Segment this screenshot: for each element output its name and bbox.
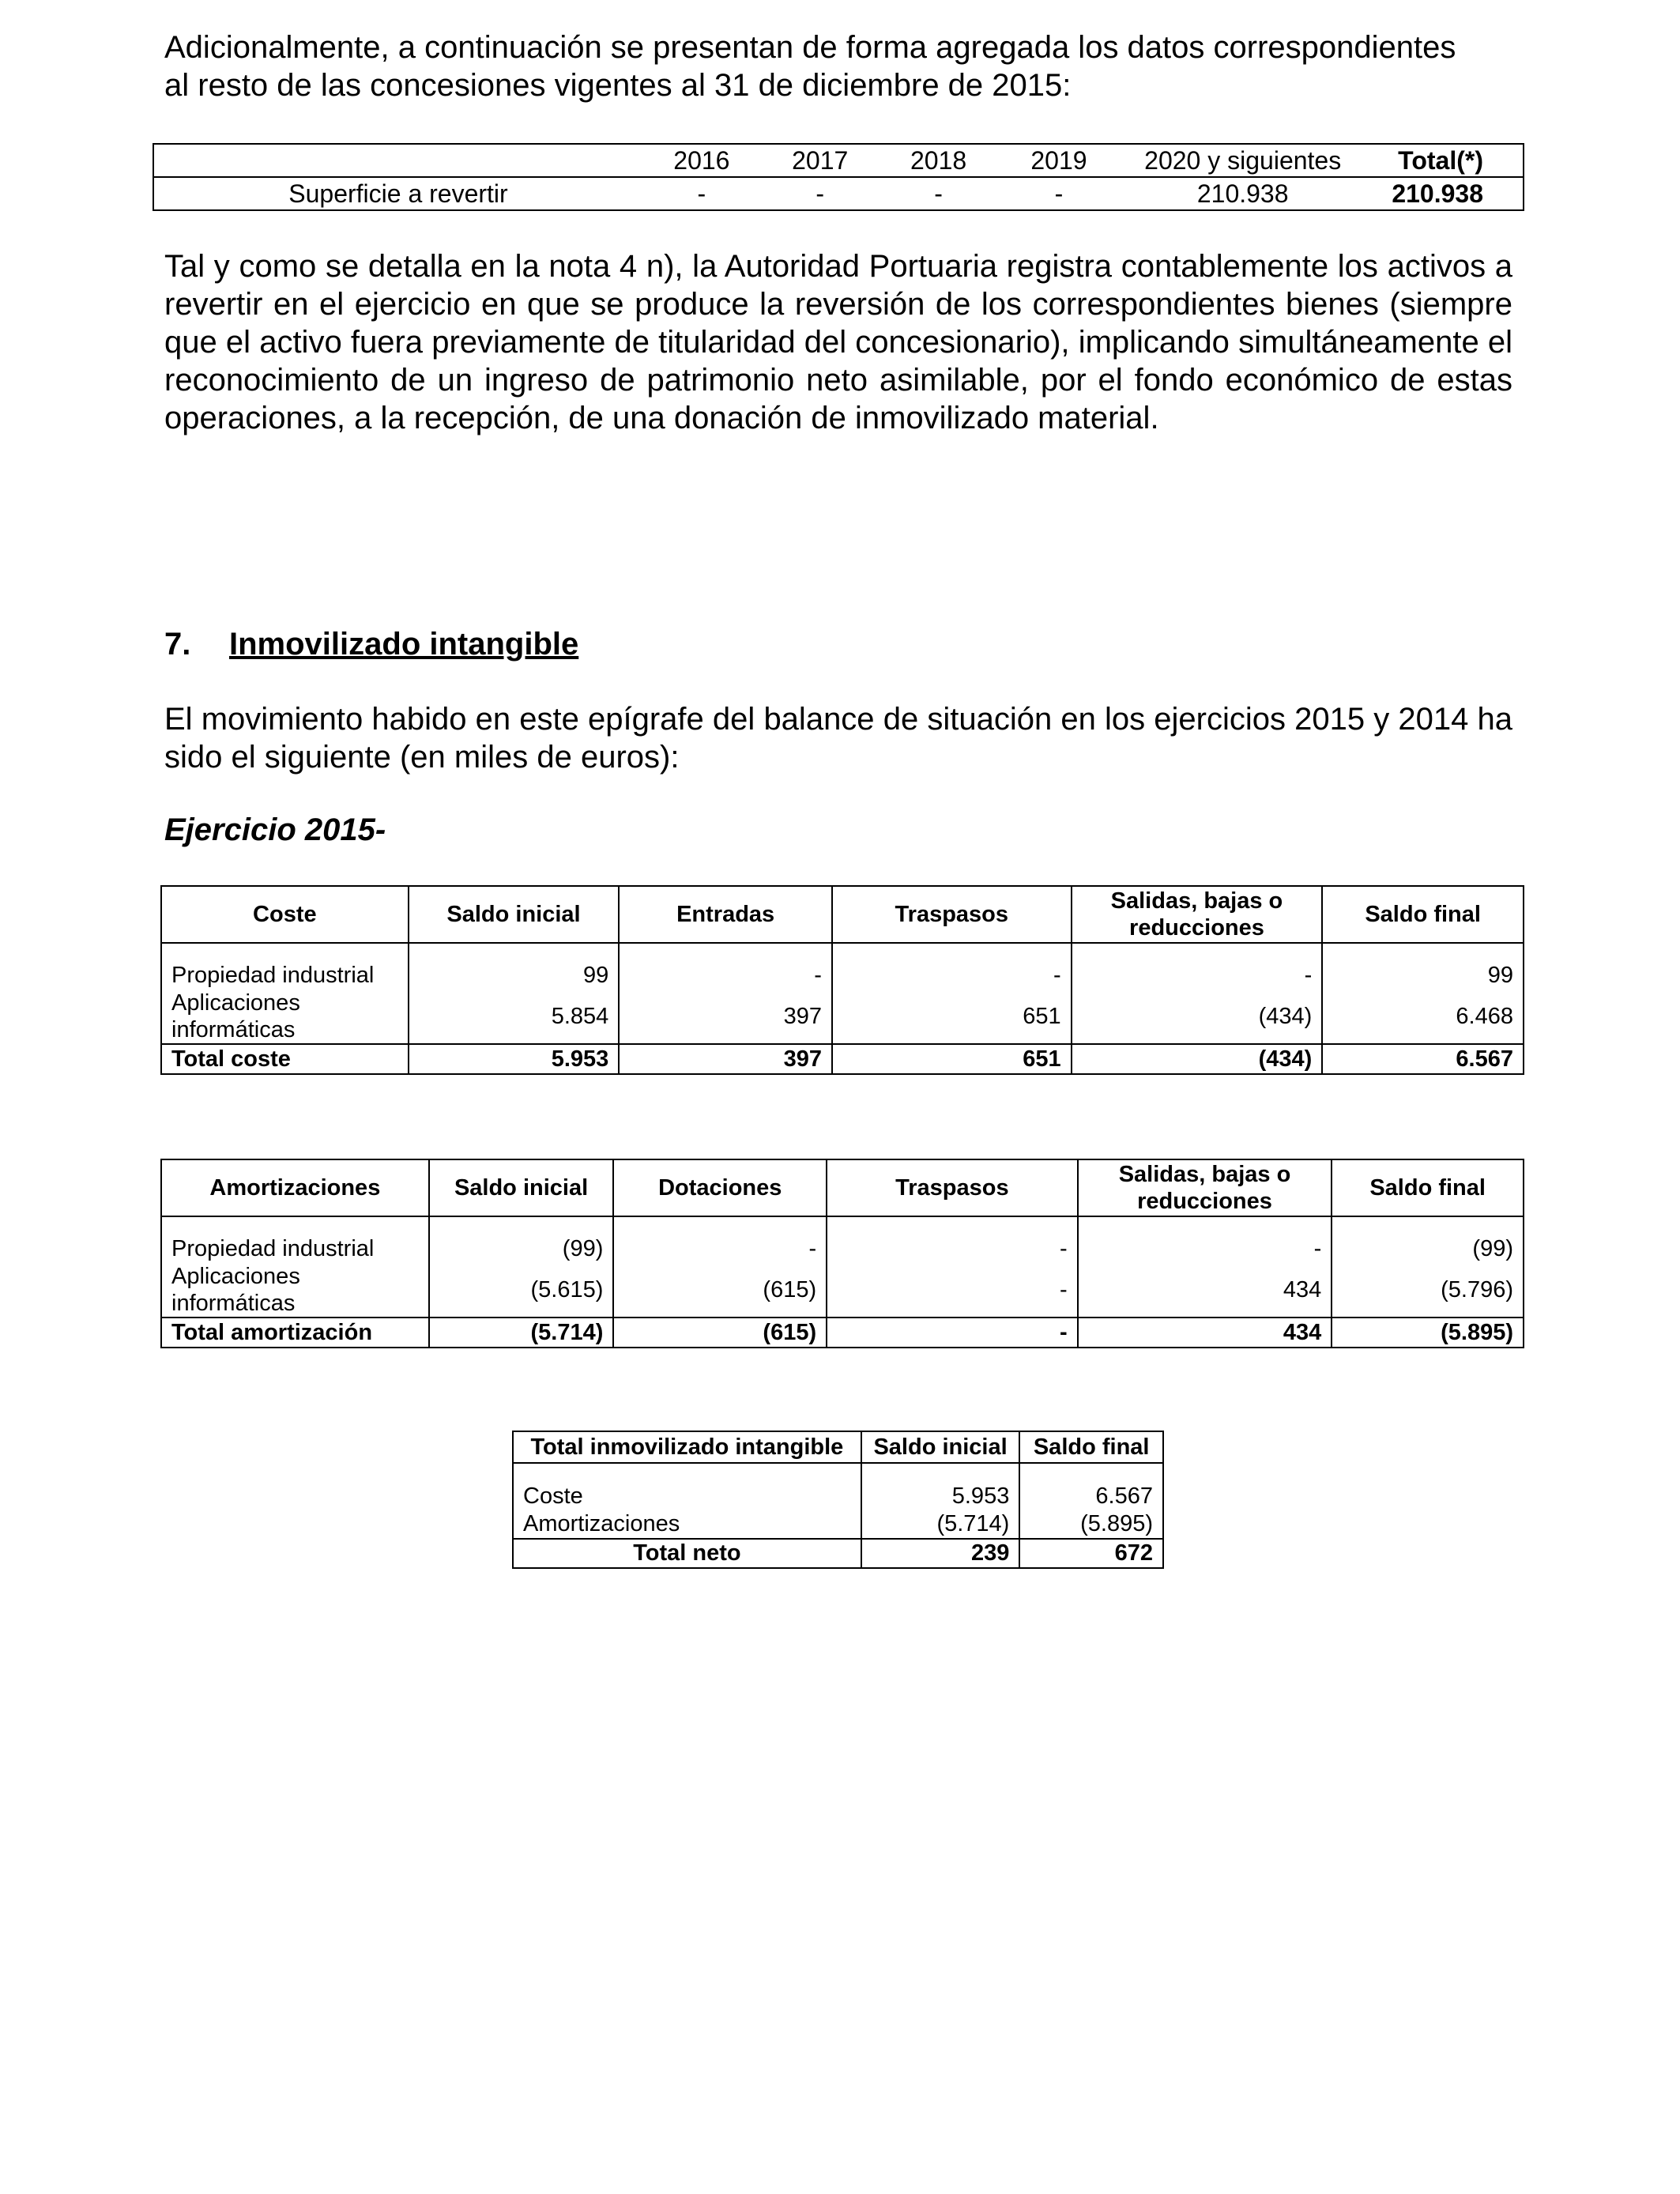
section-title: Inmovilizado intangible [229,627,579,662]
row-label: Coste [513,1483,861,1510]
intro-line-2: al resto de las concesiones vigentes al 31 de diciembre de 2015: [164,68,1072,103]
header-saldo-final: Saldo final [1019,1431,1163,1463]
intro-line-1: Adicionalmente, a continuación se presentan de forma agregada los datos correspondientes [164,30,1456,65]
section-heading [164,627,578,662]
concessions-data-row [153,177,1524,210]
cell-value: - [1072,961,1323,990]
cell-value: 6.567 [1019,1483,1163,1510]
cell-value: (5.615) [429,1263,614,1318]
concessions-header-row [153,144,1524,177]
header-traspasos: Traspasos [827,1159,1078,1216]
cell-value: (434) [1072,990,1323,1044]
row-label: Superficie a revertir [288,179,508,208]
col-2018: 2018 [880,144,998,177]
subheading-ejercicio: Ejercicio 2015- [164,812,386,847]
cell-value: 397 [619,990,832,1044]
col-2019: 2019 [998,144,1121,177]
cell-value: 210.938 [1196,179,1289,208]
col-2020-siguientes: 2020 y siguientes [1120,144,1365,177]
total-value: 397 [619,1044,832,1074]
total-value: (5.895) [1332,1318,1524,1348]
col-2017: 2017 [761,144,880,177]
total-value: 434 [1078,1318,1332,1348]
header-salidas: Salidas, bajas o reducciones [1078,1159,1332,1216]
cell-value: 6.468 [1322,990,1524,1044]
total-row [513,1539,1163,1568]
header-total-inmovilizado: Total inmovilizado intangible [513,1431,861,1463]
cell-value: 651 [832,990,1072,1044]
header-saldo-final: Saldo final [1332,1159,1524,1216]
cell-value: (99) [1332,1235,1524,1263]
cell-value: (615) [613,1263,827,1318]
row-label: Aplicaciones informáticas [161,1263,429,1318]
paragraph-reversion: Tal y como se detalla en la nota 4 n), la Autoridad Portuaria registra contablemente los activos a revertir en el ejercicio en que se produce la reversión de los correspondientes bienes (siempre que el activo fuera previamente de titularidad del concesionario), implicando simultáneamente el reconocimiento de un ingreso de patrimonio neto asimilable, por el fondo económico de estas operaciones, a la recepción, de una donación de inmovilizado material. [164,249,1512,435]
cell-total: 210.938 [1392,179,1483,208]
total-value: 239 [861,1539,1020,1568]
row-label: Propiedad industrial [161,1235,429,1263]
cell-value: - [827,1235,1078,1263]
row-label: Aplicaciones informáticas [161,990,409,1044]
row-label: Amortizaciones [513,1510,861,1539]
total-value: 6.567 [1322,1044,1524,1074]
header-salidas: Salidas, bajas o reducciones [1072,886,1323,943]
cell-value: - [827,1263,1078,1318]
header-coste: Coste [161,886,409,943]
cell-value: (5.895) [1019,1510,1163,1539]
table-row [161,1263,1524,1318]
cost-header-row [161,886,1524,943]
concessions-table [153,143,1524,211]
total-label: Total neto [513,1539,861,1568]
amort-header-row [161,1159,1524,1216]
header-dotaciones: Dotaciones [613,1159,827,1216]
table-row [161,1235,1524,1263]
total-label: Total amortización [161,1318,429,1348]
cell-value: (5.714) [861,1510,1020,1539]
cell-value: (99) [429,1235,614,1263]
total-value: - [827,1318,1078,1348]
header-traspasos: Traspasos [832,886,1072,943]
header-saldo-final: Saldo final [1322,886,1524,943]
table-row [513,1510,1163,1539]
total-label: Total coste [161,1044,409,1074]
cell-value: - [1078,1235,1332,1263]
total-value: (615) [613,1318,827,1348]
total-row [161,1044,1524,1074]
section-number: 7. [164,627,191,662]
cell-value: (5.796) [1332,1263,1524,1318]
cell-value: 5.953 [861,1483,1020,1510]
summary-table [512,1431,1164,1569]
cell-value: - [816,179,825,208]
col-total: Total(*) [1365,144,1524,177]
table-row [161,961,1524,990]
total-value: (5.714) [429,1318,614,1348]
cell-value: 99 [409,961,620,990]
table-row [161,990,1524,1044]
summary-header-row [513,1431,1163,1463]
cell-value: 5.854 [409,990,620,1044]
cell-value: - [613,1235,827,1263]
header-saldo-inicial: Saldo inicial [861,1431,1020,1463]
total-row [161,1318,1524,1348]
paragraph-movement: El movimiento habido en este epígrafe del balance de situación en los ejercicios 2015 y 2014 ha sido el siguiente (en miles de euros): [164,702,1512,775]
total-value: 672 [1019,1539,1163,1568]
cell-value: - [619,961,832,990]
col-2016: 2016 [642,144,761,177]
amortization-table [160,1159,1524,1348]
row-label: Propiedad industrial [161,961,409,990]
cell-value: - [697,179,706,208]
header-saldo-inicial: Saldo inicial [409,886,620,943]
total-value: (434) [1072,1044,1323,1074]
header-amortizaciones: Amortizaciones [161,1159,429,1216]
header-entradas: Entradas [619,886,832,943]
table-row [513,1483,1163,1510]
cell-value: - [832,961,1072,990]
cell-value: - [934,179,943,208]
total-value: 5.953 [409,1044,620,1074]
cost-table [160,885,1524,1075]
cell-value: 99 [1322,961,1524,990]
total-value: 651 [832,1044,1072,1074]
header-saldo-inicial: Saldo inicial [429,1159,614,1216]
cell-value: 434 [1078,1263,1332,1318]
cell-value: - [1054,179,1064,208]
